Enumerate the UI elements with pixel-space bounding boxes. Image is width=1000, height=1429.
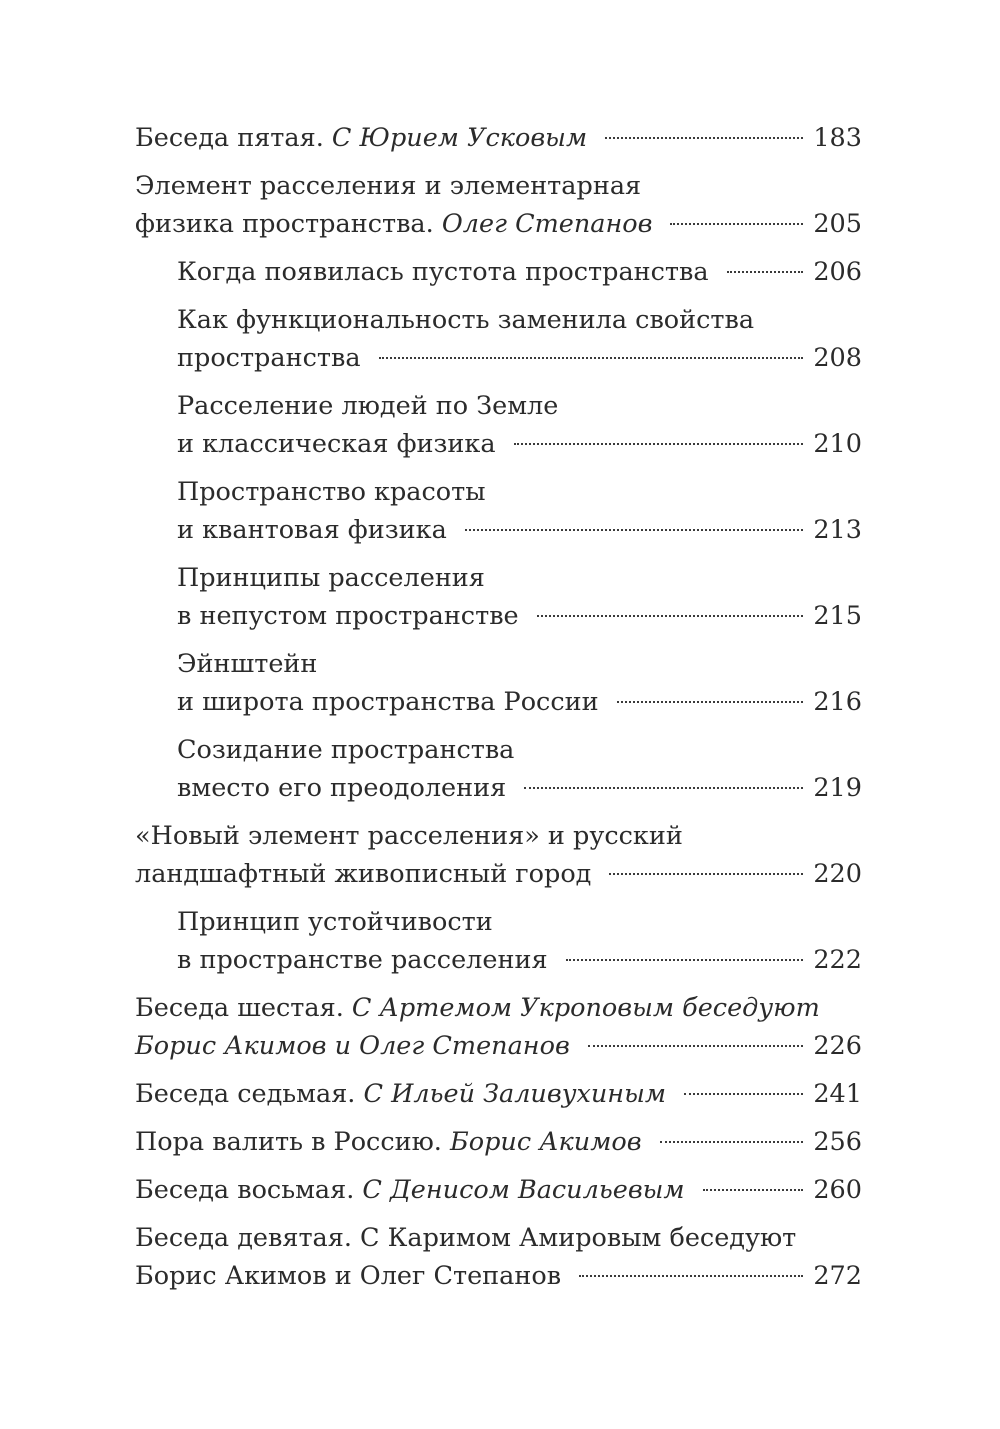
toc-entry-line [135, 989, 862, 1027]
toc-entry-text [177, 511, 447, 549]
toc-entry-last-line [177, 597, 862, 635]
dot-leader [660, 1141, 804, 1143]
toc-entry-title: в пространстве расселения [177, 945, 548, 975]
toc-entry-title: Борис Акимов и Олег Степанов [135, 1261, 562, 1291]
toc-entry-title: Беседа седьмая. [135, 1079, 364, 1109]
page-number: 183 [813, 123, 862, 153]
toc-entry-author: С Денисом Васильевым [362, 1175, 685, 1205]
dot-leader [703, 1189, 804, 1191]
page-number: 213 [813, 515, 862, 545]
toc-entry-title: пространства [177, 343, 361, 373]
toc-entry-last-line [135, 1171, 862, 1209]
toc-entry-line: Расселение людей по Земле [177, 391, 559, 421]
page-number: 222 [813, 945, 862, 975]
page-number: 241 [813, 1079, 862, 1109]
dot-leader [605, 137, 803, 139]
toc-entry-text [177, 683, 599, 721]
page-number: 226 [813, 1031, 862, 1061]
toc-entry-line: «Новый элемент расселения» и русский [135, 821, 683, 851]
toc-entry-last-line [135, 1257, 862, 1295]
page-number: 210 [813, 429, 862, 459]
toc-entry-last-line [135, 1075, 862, 1113]
toc-entry-title: Пора валить в Россию. [135, 1127, 451, 1157]
toc-entry-last-line [177, 941, 862, 979]
toc-entry-line: Созидание пространства [177, 735, 515, 765]
toc-entry [135, 989, 862, 1065]
toc-entry [135, 301, 862, 377]
dot-leader [609, 873, 803, 875]
toc-entry-text [135, 1171, 685, 1209]
toc-entry-last-line [177, 683, 862, 721]
toc-entry [135, 645, 862, 721]
toc-entry-last-line [177, 253, 862, 291]
toc-entry [135, 1075, 862, 1113]
dot-leader [588, 1045, 804, 1047]
toc-entry-text [177, 425, 496, 463]
toc-entry [135, 731, 862, 807]
toc-entry [135, 253, 862, 291]
dot-leader [670, 223, 803, 225]
toc-entry-last-line [177, 511, 862, 549]
toc-entry [135, 903, 862, 979]
toc-entry-title: Беседа шестая. [135, 993, 352, 1023]
toc-entry-last-line [177, 769, 862, 807]
toc-entry [135, 387, 862, 463]
dot-leader [465, 529, 804, 531]
dot-leader [566, 959, 804, 961]
toc-entry-text [135, 1027, 570, 1065]
toc-entry-text [177, 941, 548, 979]
toc-entry-text [177, 597, 519, 635]
page-number: 260 [813, 1175, 862, 1205]
dot-leader [514, 443, 804, 445]
toc-entry [135, 559, 862, 635]
toc-entry-last-line [177, 339, 862, 377]
toc-entry-author: Борис Акимов [450, 1127, 642, 1157]
toc-entry [135, 817, 862, 893]
page-number: 220 [813, 859, 862, 889]
toc-entry-text [177, 769, 506, 807]
toc-entry [135, 1171, 862, 1209]
toc-entry-line: Принцип устойчивости [177, 907, 493, 937]
toc-entry-line: Пространство красоты [177, 477, 486, 507]
toc-entry-text [135, 1257, 561, 1295]
toc-entry-last-line [135, 119, 862, 157]
toc-entry-text [135, 119, 587, 157]
toc-entry-line: Беседа девятая. С Каримом Амировым беседуют [135, 1223, 797, 1253]
toc-entry [135, 1219, 862, 1295]
page-number: 208 [813, 343, 862, 373]
toc-entry-title: Беседа пятая. [135, 123, 332, 153]
toc-entry-title: и широта пространства России [177, 687, 599, 717]
toc-entry-line: Как функциональность заменила свойства [177, 305, 755, 335]
toc-entry [135, 167, 862, 243]
toc-entry-author: С Юрием Усковым [331, 123, 588, 153]
toc-entry-text [135, 1123, 642, 1161]
toc-entry-title: в непустом пространстве [177, 601, 519, 631]
toc-entry-last-line [177, 425, 862, 463]
toc-entry-last-line [135, 1123, 862, 1161]
dot-leader [579, 1275, 803, 1277]
page-number: 272 [813, 1261, 862, 1291]
toc-entry-title: вместо его преодоления [177, 773, 507, 803]
toc-entry-line: Элемент расселения и элементарная [135, 171, 642, 201]
page-number: 215 [813, 601, 862, 631]
toc-entry-title: и классическая физика [177, 429, 496, 459]
toc-entry-last-line [135, 855, 862, 893]
dot-leader [617, 701, 804, 703]
toc-entry-author: Олег Степанов [441, 209, 653, 239]
toc-entry-text [135, 1075, 666, 1113]
page-number: 216 [813, 687, 862, 717]
toc-entry-author: Борис Акимов и Олег Степанов [135, 1031, 570, 1061]
toc-entry-text [135, 855, 591, 893]
toc-entry-title: ландшафтный живописный город [135, 859, 592, 889]
toc-entry [135, 119, 862, 157]
dot-leader [684, 1093, 803, 1095]
table-of-contents [135, 119, 862, 1295]
toc-entry [135, 1123, 862, 1161]
dot-leader [537, 615, 804, 617]
toc-entry-text [177, 253, 709, 291]
page-number: 206 [813, 257, 862, 287]
toc-entry-text [177, 339, 361, 377]
toc-entry-title: и квантовая физика [177, 515, 447, 545]
toc-entry-line: Эйнштейн [177, 649, 318, 679]
page-number: 219 [813, 773, 862, 803]
dot-leader [524, 787, 803, 789]
toc-entry-author: С Ильей Заливухиным [363, 1079, 667, 1109]
toc-entry-title: Когда появилась пустота пространства [177, 257, 709, 287]
toc-entry-last-line [135, 1027, 862, 1065]
toc-entry-title: Беседа восьмая. [135, 1175, 363, 1205]
toc-entry [135, 473, 862, 549]
dot-leader [727, 271, 804, 273]
toc-entry-last-line [135, 205, 862, 243]
toc-entry-text [135, 205, 652, 243]
toc-entry-author: С Артемом Укроповым беседуют [351, 993, 820, 1023]
page-number: 205 [813, 209, 862, 239]
toc-entry-line: Принципы расселения [177, 563, 485, 593]
page-number: 256 [813, 1127, 862, 1157]
dot-leader [379, 357, 804, 359]
toc-entry-title: физика пространства. [135, 209, 442, 239]
